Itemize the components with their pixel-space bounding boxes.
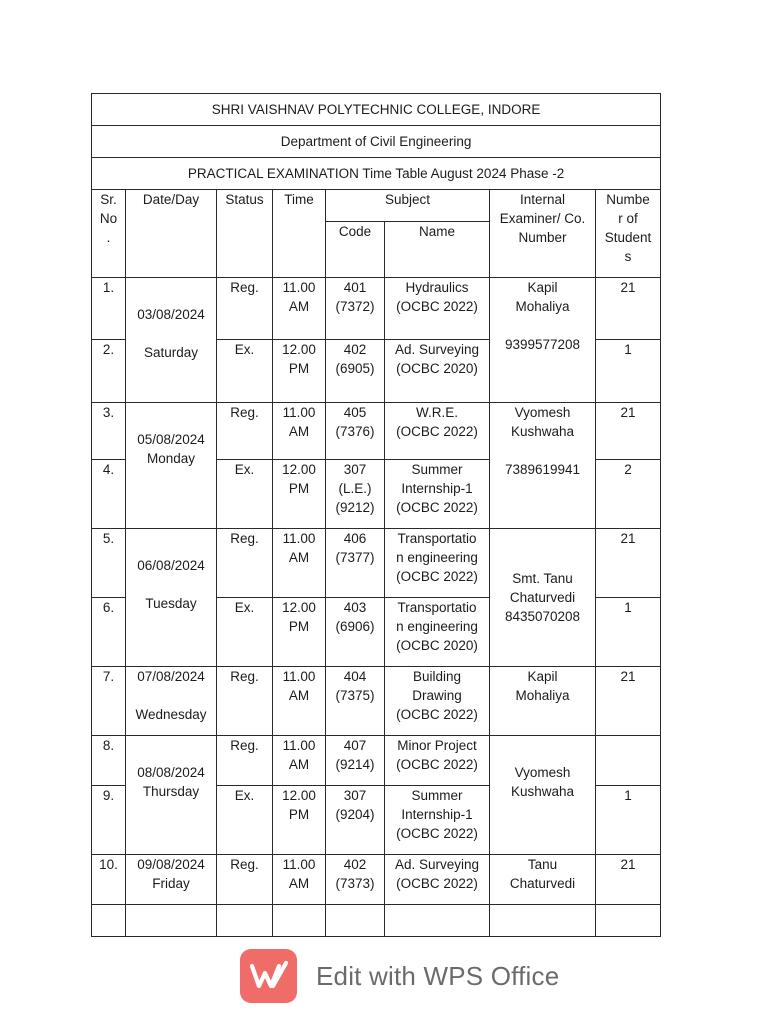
time: 11.00 AM (273, 278, 326, 340)
col-header-students: Numbe r of Student s (596, 190, 661, 278)
examiner: Kapil Mohaliya (490, 667, 596, 736)
sr-no: 10. (92, 855, 126, 905)
timetable-title: PRACTICAL EXAMINATION Time Table August 2024 Phase -2 (92, 158, 661, 190)
subject-code: 402 (6905) (326, 340, 385, 403)
subject-code: 307 (L.E.) (9212) (326, 460, 385, 529)
sr-no: 8. (92, 736, 126, 786)
student-count: 21 (596, 667, 661, 736)
date-day: 06/08/2024 Tuesday (126, 529, 217, 667)
sr-no: 7. (92, 667, 126, 736)
sr-no: 9. (92, 786, 126, 855)
status: Reg. (217, 855, 273, 905)
date-day: 07/08/2024 Wednesday (126, 667, 217, 736)
subject-name: Ad. Surveying (OCBC 2022) (385, 855, 490, 905)
subject-name: Summer Internship-1 (OCBC 2022) (385, 786, 490, 855)
sr-no: 4. (92, 460, 126, 529)
examiner: Smt. Tanu Chaturvedi 8435070208 (490, 529, 596, 667)
subject-code: 307 (9204) (326, 786, 385, 855)
status: Reg. (217, 667, 273, 736)
date-day: 08/08/2024 Thursday (126, 736, 217, 855)
time: 11.00 AM (273, 736, 326, 786)
sr-no: 5. (92, 529, 126, 598)
col-header-name: Name (385, 222, 490, 278)
status: Ex. (217, 460, 273, 529)
col-header-time: Time (273, 190, 326, 278)
subject-code: 404 (7375) (326, 667, 385, 736)
sr-no: 1. (92, 278, 126, 340)
empty-row (92, 905, 661, 937)
student-count: 21 (596, 855, 661, 905)
sr-no: 6. (92, 598, 126, 667)
date-day: 09/08/2024 Friday (126, 855, 217, 905)
student-count: 2 (596, 460, 661, 529)
subject-name: Hydraulics (OCBC 2022) (385, 278, 490, 340)
subject-code: 406 (7377) (326, 529, 385, 598)
wps-watermark-text: Edit with WPS Office (316, 960, 560, 991)
col-header-srno: Sr. No . (92, 190, 126, 278)
time: 11.00 AM (273, 855, 326, 905)
student-count: 1 (596, 340, 661, 403)
date-day: 05/08/2024 Monday (126, 403, 217, 529)
subject-code: 407 (9214) (326, 736, 385, 786)
examiner: Kapil Mohaliya 9399577208 (490, 278, 596, 403)
status: Reg. (217, 736, 273, 786)
subject-code: 402 (7373) (326, 855, 385, 905)
time: 12.00 PM (273, 460, 326, 529)
subject-name: Transportatio n engineering (OCBC 2020) (385, 598, 490, 667)
subject-code: 405 (7376) (326, 403, 385, 460)
student-count: 21 (596, 529, 661, 598)
status: Ex. (217, 786, 273, 855)
subject-name: Transportatio n engineering (OCBC 2022) (385, 529, 490, 598)
time: 11.00 AM (273, 529, 326, 598)
subject-code: 401 (7372) (326, 278, 385, 340)
status: Ex. (217, 598, 273, 667)
status: Reg. (217, 403, 273, 460)
date-day: 03/08/2024 Saturday (126, 278, 217, 403)
student-count: 1 (596, 786, 661, 855)
subject-name: W.R.E. (OCBC 2022) (385, 403, 490, 460)
status: Reg. (217, 529, 273, 598)
subject-name: Ad. Surveying (OCBC 2020) (385, 340, 490, 403)
department-name: Department of Civil Engineering (92, 126, 661, 158)
col-header-status: Status (217, 190, 273, 278)
student-count: 21 (596, 278, 661, 340)
time: 12.00 PM (273, 598, 326, 667)
time: 11.00 AM (273, 667, 326, 736)
timetable (91, 93, 661, 937)
time: 12.00 PM (273, 340, 326, 403)
subject-name: Summer Internship-1 (OCBC 2022) (385, 460, 490, 529)
col-header-code: Code (326, 222, 385, 278)
sr-no: 2. (92, 340, 126, 403)
wps-watermark[interactable] (240, 948, 560, 1004)
sr-no: 3. (92, 403, 126, 460)
time: 11.00 AM (273, 403, 326, 460)
subject-name: Minor Project (OCBC 2022) (385, 736, 490, 786)
subject-code: 403 (6906) (326, 598, 385, 667)
student-count: 1 (596, 598, 661, 667)
col-header-date: Date/Day (126, 190, 217, 278)
time: 12.00 PM (273, 786, 326, 855)
status: Ex. (217, 340, 273, 403)
status: Reg. (217, 278, 273, 340)
examiner: Vyomesh Kushwaha 7389619941 (490, 403, 596, 529)
subject-name: Building Drawing (OCBC 2022) (385, 667, 490, 736)
col-header-examiner: Internal Examiner/ Co. Number (490, 190, 596, 278)
college-name: SHRI VAISHNAV POLYTECHNIC COLLEGE, INDORE (92, 94, 661, 126)
examiner: Vyomesh Kushwaha (490, 736, 596, 855)
examiner: Tanu Chaturvedi (490, 855, 596, 905)
student-count (596, 736, 661, 786)
wps-logo-icon (240, 949, 297, 1003)
col-header-subject: Subject (326, 190, 490, 222)
student-count: 21 (596, 403, 661, 460)
